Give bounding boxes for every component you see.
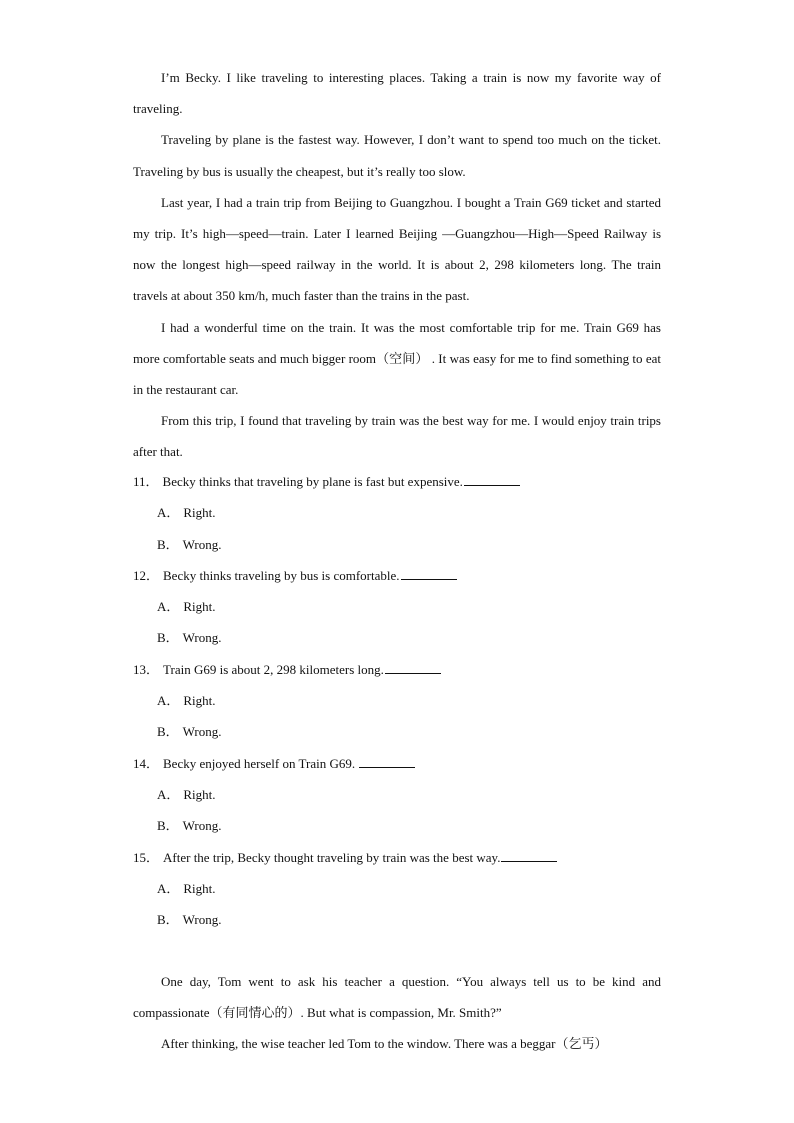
passage-paragraph: After thinking, the wise teacher led Tom to the window. There was a beggar（乞丐）	[161, 1036, 608, 1052]
option-a[interactable]	[133, 591, 661, 622]
reading-passage-2	[133, 966, 661, 1060]
question-stem	[133, 748, 661, 779]
option-letter: A．	[157, 505, 180, 521]
option-a[interactable]	[133, 497, 661, 528]
answer-blank[interactable]	[385, 661, 441, 674]
question-number: 11．	[133, 474, 159, 489]
question-list	[133, 466, 661, 935]
option-letter: B．	[157, 818, 179, 834]
question-number: 13．	[133, 661, 160, 677]
question-12	[133, 560, 661, 654]
answer-blank[interactable]	[501, 849, 557, 862]
passage-paragraph: From this trip, I found that traveling by train was the best way for me. I would enjoy train trips after that.	[133, 413, 661, 460]
option-text: Right.	[183, 599, 216, 615]
answer-blank[interactable]	[401, 567, 457, 580]
option-text: Right.	[183, 786, 216, 802]
option-letter: A．	[157, 786, 180, 802]
question-stem	[133, 466, 661, 497]
option-text: Wrong.	[182, 818, 222, 834]
question-13	[133, 654, 661, 748]
question-15	[133, 842, 661, 936]
question-text: Becky enjoyed herself on Train G69.	[163, 755, 359, 771]
question-stem	[133, 560, 661, 591]
option-letter: A．	[157, 693, 180, 709]
question-number: 14．	[133, 755, 160, 771]
passage-paragraph: Traveling by plane is the fastest way. However, I don’t want to spend too much on the ticket. Traveling by bus is usually the cheapest, but it’s really too slow.	[133, 132, 661, 179]
option-b[interactable]	[133, 716, 661, 747]
option-letter: B．	[157, 912, 179, 928]
option-a[interactable]	[133, 779, 661, 810]
option-text: Wrong.	[182, 536, 222, 552]
question-stem	[133, 842, 661, 873]
option-text: Wrong.	[182, 724, 222, 740]
option-letter: B．	[157, 724, 179, 740]
option-text: Wrong.	[182, 630, 222, 646]
question-number: 15．	[133, 849, 160, 865]
option-b[interactable]	[133, 622, 661, 653]
question-14	[133, 748, 661, 842]
question-number: 12．	[133, 567, 160, 583]
passage-paragraph: I’m Becky. I like traveling to interesting places. Taking a train is now my favorite way of traveling.	[133, 70, 661, 117]
answer-blank[interactable]	[464, 473, 520, 486]
question-text: Train G69 is about 2, 298 kilometers long.	[163, 661, 384, 677]
option-text: Wrong.	[182, 912, 222, 928]
passage-paragraph: One day, Tom went to ask his teacher a question. “You always tell us to be kind and compassionate（有同情心的）. But what is compassion, Mr. Smith?”	[133, 974, 661, 1021]
question-11	[133, 466, 661, 560]
option-text: Right.	[183, 505, 216, 521]
option-text: Right.	[183, 693, 216, 709]
option-letter: B．	[157, 630, 179, 646]
passage-paragraph: I had a wonderful time on the train. It was the most comfortable trip for me. Train G69 has more comfortable seats and much bigger room（空间） . It was easy for me to find something to eat in the restaurant car.	[133, 319, 661, 398]
option-a[interactable]	[133, 685, 661, 716]
question-text: Becky thinks that traveling by plane is fast but expensive.	[162, 474, 463, 489]
reading-passage-1	[133, 62, 661, 468]
passage-paragraph: Last year, I had a train trip from Beijing to Guangzhou. I bought a Train G69 ticket and started my trip. It’s high—speed—train. Later I learned Beijing —Guangzhou—High—Speed Railway is now the longest high—speed railway in the world. It is about 2, 298 kilometers long. The train travels at about 350 km/h, much faster than the trains in the past.	[133, 194, 661, 304]
option-b[interactable]	[133, 810, 661, 841]
question-stem	[133, 654, 661, 685]
option-b[interactable]	[133, 529, 661, 560]
answer-blank[interactable]	[359, 755, 415, 768]
question-text: After the trip, Becky thought traveling by train was the best way.	[163, 849, 501, 865]
option-a[interactable]	[133, 873, 661, 904]
question-text: Becky thinks traveling by bus is comfortable.	[163, 567, 400, 583]
option-b[interactable]	[133, 904, 661, 935]
option-letter: A．	[157, 599, 180, 615]
option-text: Right.	[183, 880, 216, 896]
option-letter: B．	[157, 536, 179, 552]
option-letter: A．	[157, 880, 180, 896]
